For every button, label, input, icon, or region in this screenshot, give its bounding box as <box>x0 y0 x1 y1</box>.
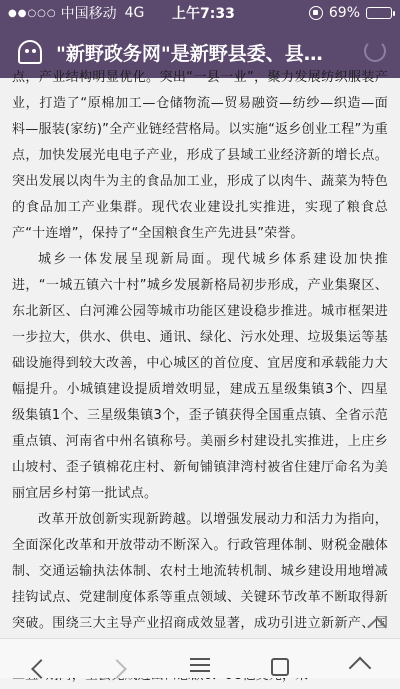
signal-strength-icon: ●●○○○ <box>8 7 57 19</box>
ghost-icon[interactable] <box>18 40 42 64</box>
back-button[interactable] <box>20 650 60 678</box>
article-body <box>12 65 388 689</box>
browser-toolbar <box>0 638 400 678</box>
carrier-name: 中国移动 <box>60 6 117 22</box>
page-title: "新野政务网"是新野县委、县… <box>56 42 323 65</box>
article-paragraph: 城乡一体发展呈现新局面。现代城乡体系建设加快推进，“一城五镇六十村”城乡发展新格局初步形成，产业集聚区、东北新区、白河滩公园等城市功能区建设稳步推进。城市框架进一步拉大，供水、供电、通讯、绿化、污水处理、垃圾集运等基础设施得到较大改善，中心城区的首位度、宜居度和承载能力大幅提升。小城镇建设提质增效明显，建成五星级集镇3个、四星级集镇1个、三星级集镇3个，歪子镇获得全国重点镇、全省示范重点镇、河南省中州名镇称号。美丽乡村建设扎实推进，上庄乡山坡村、歪子镇棉花庄村、新甸铺镇津湾村被省住建厅命名为美丽宜居乡村第一批试点。 <box>12 252 388 501</box>
tabs-icon <box>271 658 289 676</box>
battery-percent: 69% <box>328 5 360 21</box>
home-icon <box>349 657 372 680</box>
article-paragraph: 点，产业结构明显优化。突出“一县一业”，聚力发展纺织服装产业，打造了“原棉加工—仓储物流—贸易融资—纺纱—织造—面料—服装(家纺)”全产业链经营格局。以实施“返乡创业工程”为重点，加快发展光电电子产业，形成了县域工业经济新的增长点。突出发展以肉牛为主的食品加工业，形成了以肉牛、蔬菜为特色的食品加工产业集群。现代农业建设扎实推进，实现了粮食总产“十连增”，保持了“全国粮食生产先进县”荣誉。 <box>12 70 388 241</box>
network-type: 4G <box>124 5 145 21</box>
forward-arrow-icon <box>107 659 127 679</box>
reload-icon[interactable] <box>364 40 386 62</box>
back-arrow-icon <box>31 659 51 679</box>
home-button[interactable] <box>340 650 380 678</box>
battery-icon <box>366 7 392 19</box>
scroll-to-top-button[interactable] <box>362 608 392 638</box>
status-bar <box>0 0 400 26</box>
rotation-lock-icon <box>309 6 323 20</box>
article-paragraph: 改革开放创新实现新跨越。以增强发展动力和活力为指向，全面深化改革和开放带动不断深入。行政管理体制、财税金融体制、交通运输执法体制、农村土地流转机制、城乡建设用地增减挂钩试点、党建制度体系等重点领域、关键环节改革不断取得新突破。围绕三大主导产业招商成效显著，成功引进立新新产、国 <box>12 512 388 631</box>
status-right <box>309 5 392 21</box>
article-content[interactable] <box>0 70 400 638</box>
tabs-button[interactable] <box>260 650 300 678</box>
clock: 上午7:33 <box>172 6 235 22</box>
menu-icon <box>190 658 210 660</box>
chevron-up-icon <box>367 617 387 637</box>
forward-button[interactable] <box>100 650 140 678</box>
menu-button[interactable] <box>180 650 220 678</box>
